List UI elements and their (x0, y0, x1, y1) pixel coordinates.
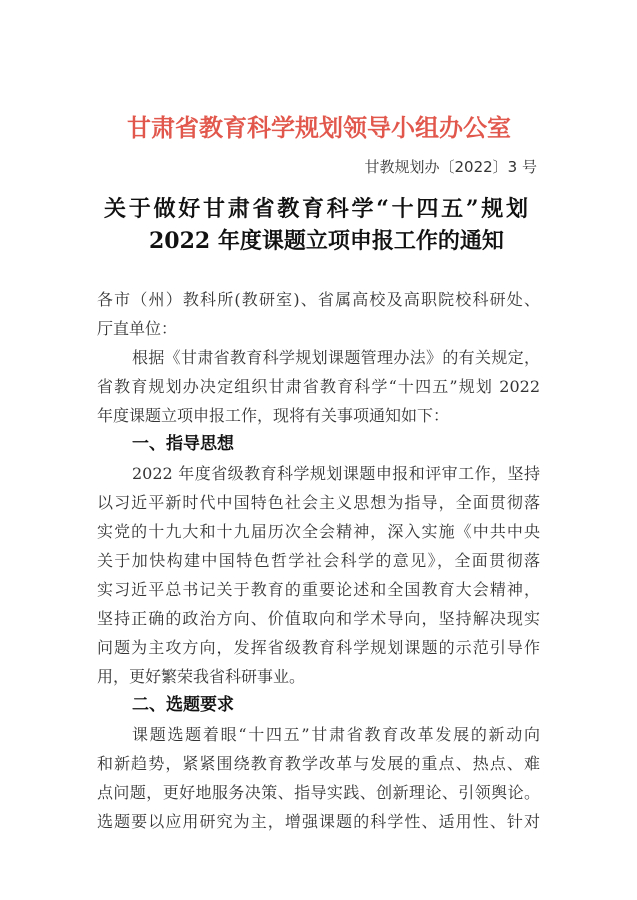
body-line: 年度课题立项申报工作，现将有关事项通知如下： (97, 406, 450, 425)
addressee-line: 厅直单位： (97, 319, 178, 338)
body-line: 实党的十九大和十九届历次全会精神，深入实施《中共中央 (97, 522, 540, 541)
body-line: 和新趋势，紧紧围绕教育教学改革与发展的重点、热点、难 (97, 754, 540, 773)
body-line: 2022 年度省级教育科学规划课题申报和评审工作，坚持 (132, 464, 540, 483)
document-number: 甘教规划办〔2022〕3 号 (364, 158, 537, 176)
body-line: 用，更好繁荣我省科研事业。 (97, 667, 306, 686)
section-heading-topic-requirements: 二、选题要求 (132, 695, 234, 715)
section-heading-guiding-thought: 一、指导思想 (132, 434, 234, 454)
notice-title-line-1: 关于做好甘肃省教育科学“十四五”规划 (104, 196, 528, 222)
body-line: 点问题，更好地服务决策、指导实践、创新理论、引领舆论。 (97, 783, 540, 802)
issuing-office-header: 甘肃省教育科学规划领导小组办公室 (127, 113, 511, 142)
body-line: 以习近平新时代中国特色社会主义思想为指导，全面贯彻落 (97, 493, 540, 512)
body-line: 问题为主攻方向，发挥省级教育科学规划课题的示范引导作 (97, 638, 540, 657)
body-line: 关于加快构建中国特色哲学社会科学的意见》，全面贯彻落 (97, 551, 540, 570)
body-line: 实习近平总书记关于教育的重要论述和全国教育大会精神， (97, 580, 540, 599)
body-line: 坚持正确的政治方向、价值取向和学术导向，坚持解决现实 (97, 609, 540, 628)
body-line: 省教育规划办决定组织甘肃省教育科学“十四五”规划 2022 (97, 377, 540, 396)
addressee-line: 各市（州）教科所(教研室)、省属高校及高职院校科研处、 (97, 290, 540, 309)
body-line: 选题要以应用研究为主，增强课题的科学性、适用性、针对 (97, 812, 540, 831)
notice-title-line-2: 2022 年度课题立项申报工作的通知 (149, 228, 504, 254)
body-line: 根据《甘肃省教育科学规划课题管理办法》的有关规定， (132, 348, 540, 367)
body-line: 课题选题着眼“十四五”甘肃省教育改革发展的新动向 (132, 725, 540, 744)
